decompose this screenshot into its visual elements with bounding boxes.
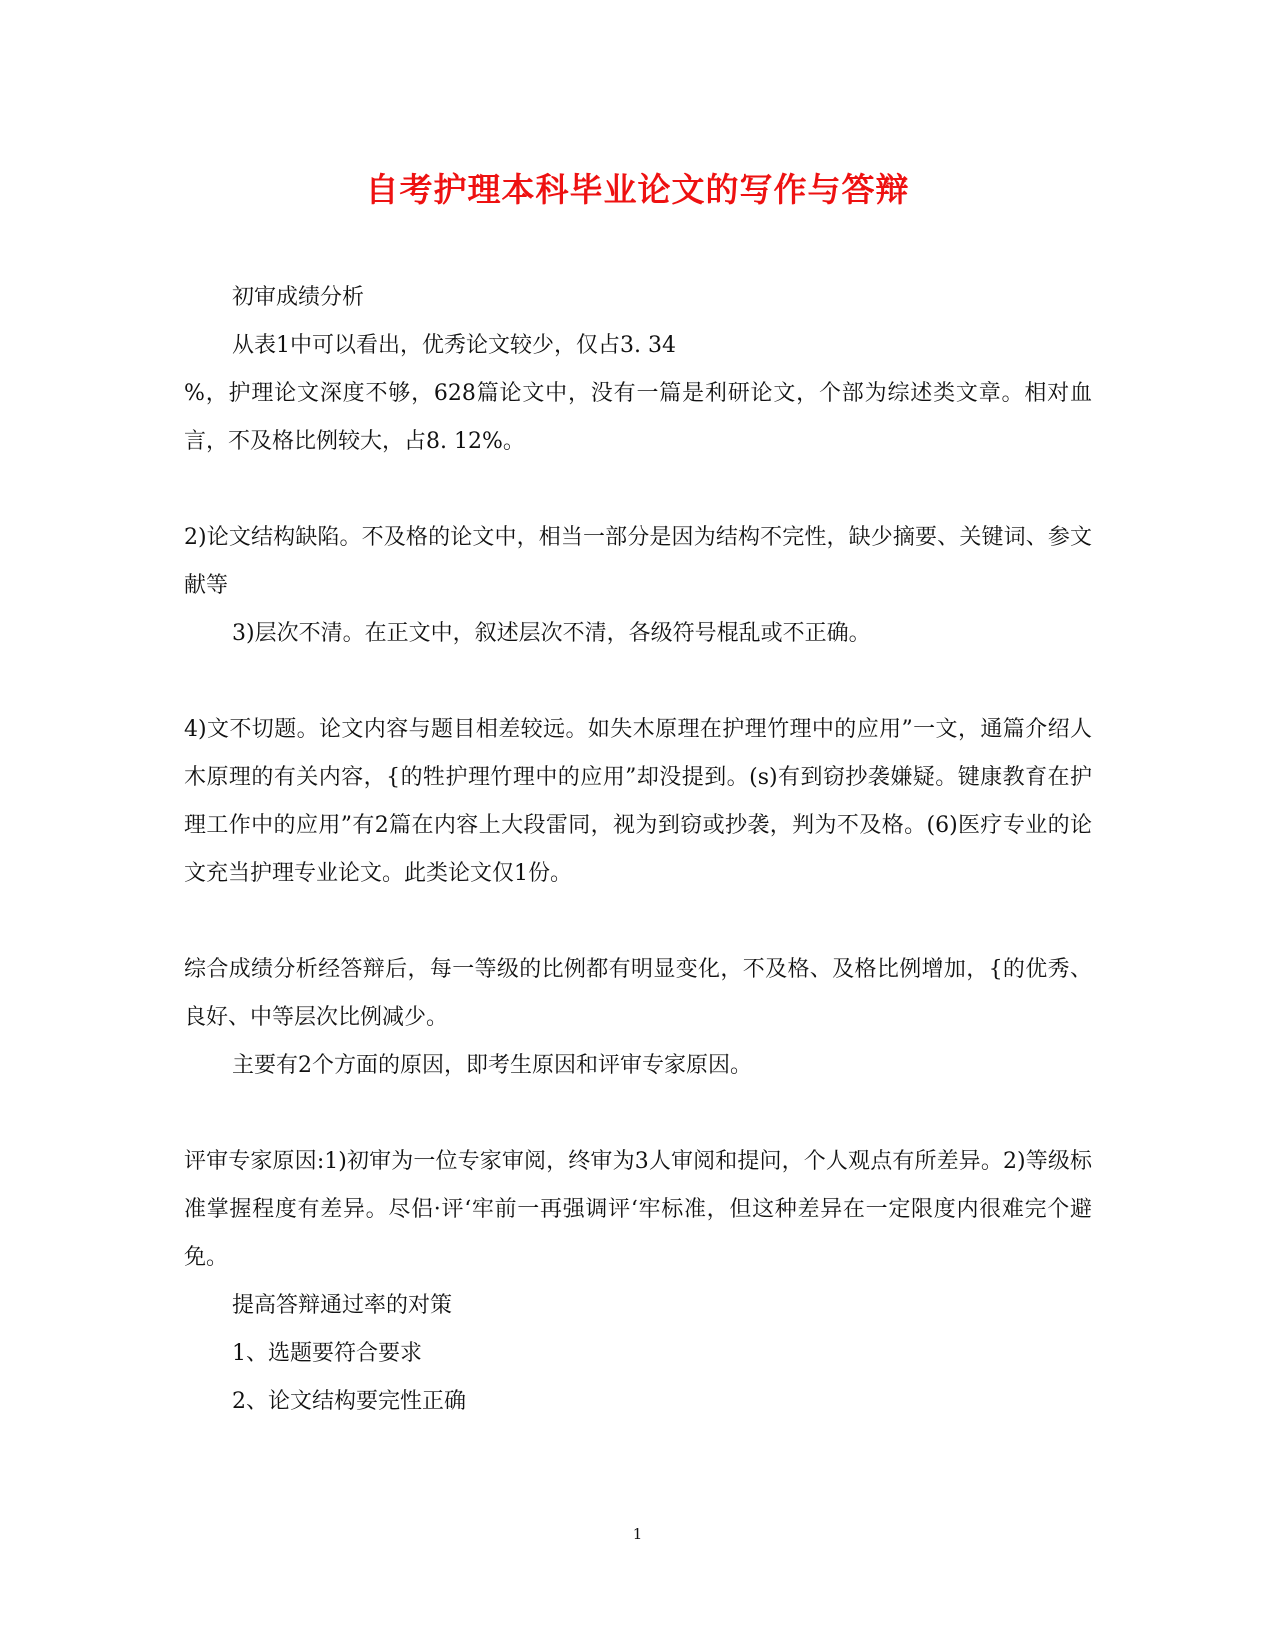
- list-item-topic-selection: 1、选题要符合要求: [232, 1341, 422, 1366]
- paragraph-overall-analysis: 综合成绩分析经答辩后，每一等级的比例都有明显变化，不及格、及格比例增加，{的优秀、良好、中等层次比例减少。: [184, 957, 1092, 1030]
- document-body: [184, 274, 1092, 1426]
- paragraph-structure-defect: 2)论文结构缺陷。不及格的论文中，相当一部分是因为结构不完性，缺少摘要、关键词、参文献等: [184, 525, 1092, 598]
- paragraph-initial-review-heading: 初审成绩分析: [232, 285, 365, 310]
- paragraph-main-reasons: 主要有2个方面的原因，即考生原因和评审专家原因。: [232, 1053, 752, 1078]
- paragraph-off-topic: 4)文不切题。论文内容与题目相差较远。如失木原理在护理竹理中的应用”一文，通篇介绍人木原理的有关内容，{的牲护理竹理中的应用”却没提到。(s)有到窃抄袭嫌疑。键康教育在护理工作中的应用”有2篇在内容上大段雷同，视为到窃或抄袭，判为不及格。(6)医疗专业的论文充当护理专业论文。此类论文仅1份。: [184, 717, 1092, 886]
- document-title: 自考护理本科毕业论文的写作与答辩: [365, 170, 910, 209]
- paragraph-table-observation: 从表1中可以看出，优秀论文较少，仅占3. 34: [232, 333, 676, 358]
- paragraph-expert-reasons: 评审专家原因:1)初审为一位专家审阅，终审为3人审阅和提问，个人观点有所差异。2)等级标准掌握程度有差异。尽侣·评‘牢前一再强调评‘牢标准，但这种差异在一定限度内很难完个避免。: [184, 1149, 1092, 1270]
- paragraph-countermeasures-heading: 提高答辩通过率的对策: [232, 1293, 453, 1318]
- page-number: 1: [632, 1525, 643, 1543]
- list-item-structure: 2、论文结构要完性正确: [232, 1389, 466, 1414]
- paragraph-depth-analysis: %，护理论文深度不够，628篇论文中，没有一篇是利研论文，个部为综述类文章。相对血言，不及格比例较大，占8. 12%。: [184, 381, 1092, 454]
- paragraph-unclear-levels: 3)层次不清。在正文中，叙述层次不清，各级符号棍乱或不正确。: [232, 621, 871, 646]
